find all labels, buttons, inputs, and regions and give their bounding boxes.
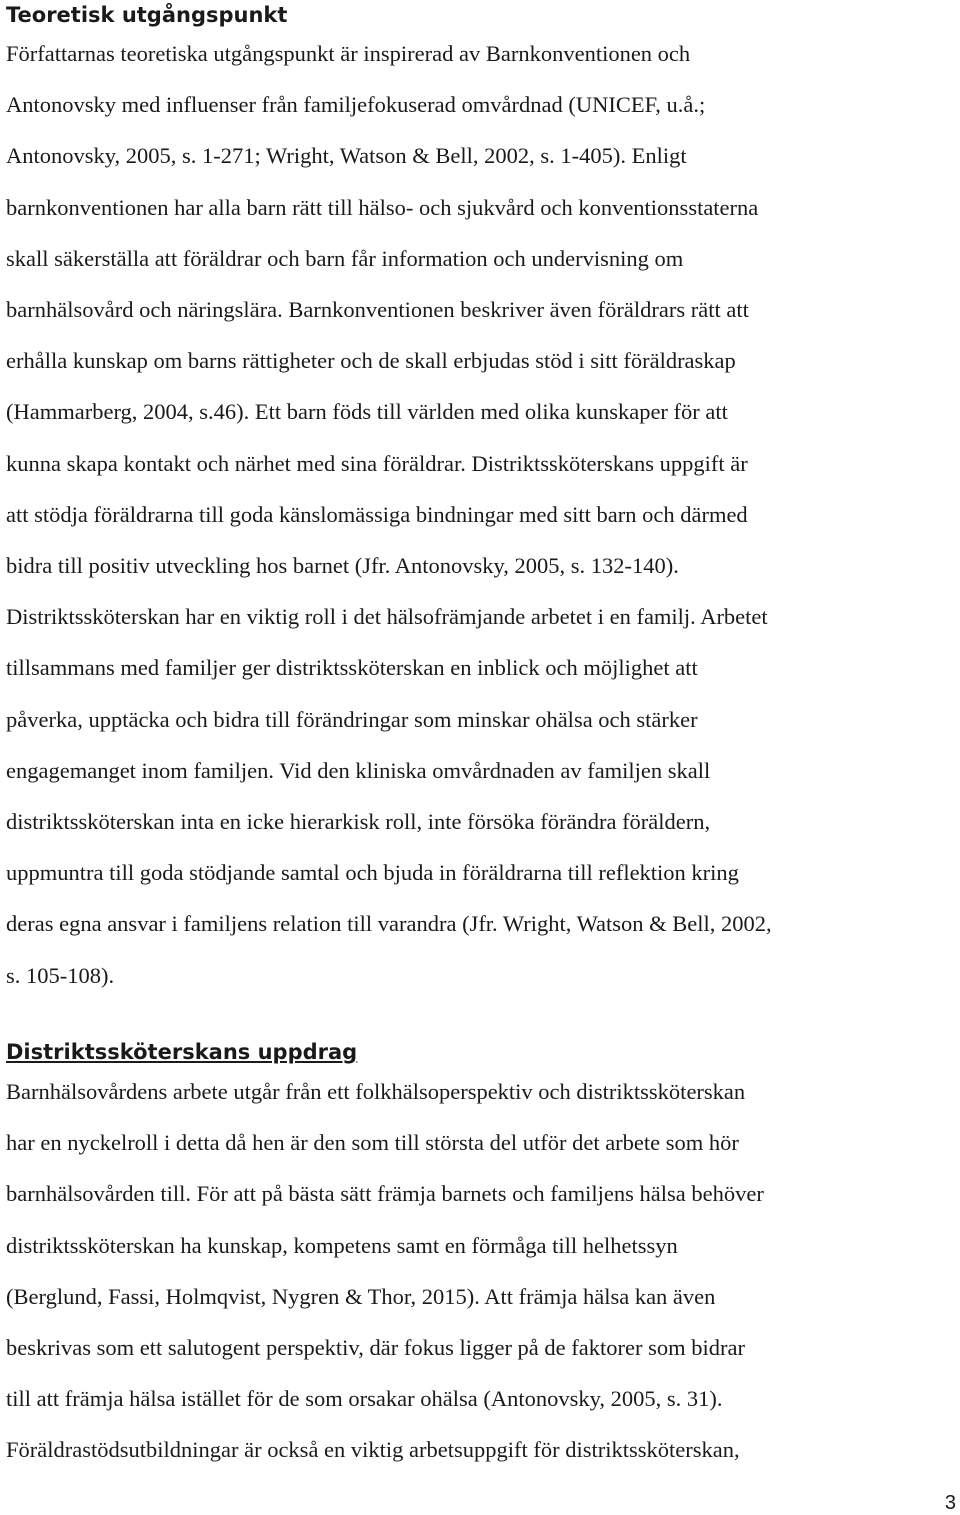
section-heading-distriktsskoterskans-uppdrag: Distriktssköterskans uppdrag — [6, 1040, 358, 1064]
text-line: s. 105-108). — [6, 962, 115, 988]
text-line: Barnhälsovårdens arbete utgår från ett folkhälsoperspektiv och distriktssköterskan — [6, 1079, 746, 1104]
text-line: påverka, upptäcka och bidra till förändringar som minskar ohälsa och stärker — [6, 706, 698, 732]
text-line: skall säkerställa att föräldrar och barn får information och undervisning om — [6, 245, 684, 271]
text-line: erhålla kunskap om barns rättigheter och de skall erbjudas stöd i sitt föräldraskap — [6, 348, 736, 374]
text-line: barnhälsovården till. För att på bästa sätt främja barnets och familjens hälsa behöver — [6, 1181, 764, 1207]
text-line: Distriktssköterskan har en viktig roll i det hälsofrämjande arbetet i en familj. Arbetet — [6, 604, 768, 630]
text-line: har en nyckelroll i detta då hen är den som till största del utför det arbete som hör — [6, 1130, 739, 1156]
text-line: distriktssköterskan ha kunskap, kompetens samt en förmåga till helhetssyn — [6, 1232, 678, 1258]
text-line: barnhälsovård och näringslära. Barnkonventionen beskriver även föräldrars rätt att — [6, 297, 749, 322]
text-line: Författarnas teoretiska utgångspunkt är inspirerad av Barnkonventionen och — [6, 41, 691, 66]
text-line: Antonovsky med influenser från familjefokuserad omvårdnad (UNICEF, u.å.; — [6, 92, 706, 118]
text-line: (Berglund, Fassi, Holmqvist, Nygren & Thor, 2015). Att främja hälsa kan även — [6, 1283, 716, 1309]
text-line: beskrivas som ett salutogent perspektiv, där fokus ligger på de faktorer som bidrar — [6, 1335, 745, 1360]
text-line: tillsammans med familjer ger distriktssköterskan en inblick och möjlighet att — [6, 655, 698, 681]
text-line: att stödja föräldrarna till goda känslomässiga bindningar med sitt barn och därmed — [6, 501, 748, 527]
text-line: Antonovsky, 2005, s. 1-271; Wright, Watson & Bell, 2002, s. 1-405). Enligt — [6, 143, 687, 169]
text-line: barnkonventionen har alla barn rätt till hälso- och sjukvård och konventionsstaterna — [6, 194, 759, 220]
text-line: engagemanget inom familjen. Vid den kliniska omvårdnaden av familjen skall — [6, 757, 711, 783]
text-line: Föräldrastödsutbildningar är också en viktig arbetsuppgift för distriktssköterskan, — [6, 1437, 740, 1463]
section-heading-teoretisk-utgangspunkt: Teoretisk utgångspunkt — [6, 3, 288, 27]
text-line: kunna skapa kontakt och närhet med sina föräldrar. Distriktssköterskans uppgift är — [6, 450, 748, 476]
text-line: bidra till positiv utveckling hos barnet (Jfr. Antonovsky, 2005, s. 132-140). — [6, 553, 679, 578]
text-line: uppmuntra till goda stödjande samtal och bjuda in föräldrarna till reflektion kring — [6, 860, 739, 886]
text-line: (Hammarberg, 2004, s.46). Ett barn föds till världen med olika kunskaper för att — [6, 399, 728, 425]
page-number: 3 — [944, 1492, 956, 1514]
text-line: distriktssköterskan inta en icke hierarkisk roll, inte försöka förändra föräldern, — [6, 809, 711, 834]
text-line: till att främja hälsa istället för de som orsakar ohälsa (Antonovsky, 2005, s. 31). — [6, 1386, 723, 1412]
text-line: deras egna ansvar i familjens relation till varandra (Jfr. Wright, Watson & Bell, 2002, — [6, 911, 772, 937]
